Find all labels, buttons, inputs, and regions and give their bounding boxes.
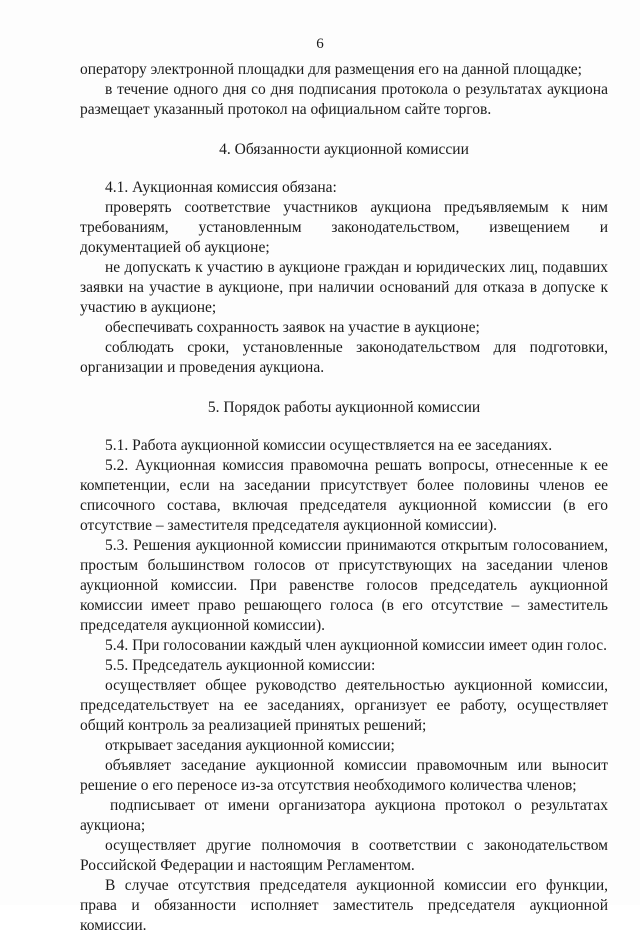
paragraph: 5.4. При голосовании каждый член аукционной комиссии имеет один голос. [105,637,608,654]
page-number: 6 [316,36,324,52]
paragraph: открывает заседания аукционной комиссии; [105,737,395,754]
paragraph: осуществляет другие полномочия в соответствии с законодательством Российской Федерации и настоящим Регламентом. [80,837,608,874]
section-4-title: 4. Обязанности аукционной комиссии [219,141,469,158]
paragraph: 4.1. Аукционная комиссия обязана: [105,179,337,196]
paragraph: в течение одного дня со дня подписания протокола о результатах аукциона размещает указанный протокол на официальном сайте торгов. [80,81,608,118]
paragraph: проверять соответствие участников аукциона предъявляемым к ним требованиям, установленным законодательством, извещением и документацией об аукционе; [80,199,608,256]
paragraph: обеспечивать сохранность заявок на участие в аукционе; [105,319,480,336]
section-5-title: 5. Порядок работы аукционной комиссии [207,399,481,416]
document-body [80,60,608,936]
paragraph: 5.1. Работа аукционной комиссии осуществляется на ее заседаниях. [105,437,553,454]
paragraph: В случае отсутствия председателя аукционной комиссии его функции, права и обязанности исполняет заместитель председателя аукционной комиссии. [80,877,608,934]
paragraph: 5.2. Аукционная комиссия правомочна решать вопросы, отнесенные к ее компетенции, если на заседании присутствует более половины членов ее списочного состава, включая председателя аукционной комиссии (в его отсутствие – заместителя председателя аукционной комиссии). [80,457,608,534]
paragraph: 5.3. Решения аукционной комиссии принимаются открытым голосованием, простым большинством голосов от присутствующих на заседании членов аукционной комиссии. При равенстве голосов председатель аукционной комиссии имеет право решающего голоса (в его отсутствие – заместитель председателя аукционной комиссии). [80,537,608,634]
paragraph: 5.5. Председатель аукционной комиссии: [105,657,376,674]
paragraph: объявляет заседание аукционной комиссии правомочным или выносит решение о его переносе из-за отсутствия необходимого количества членов; [80,757,608,794]
paragraph: осуществляет общее руководство деятельностью аукционной комиссии, председательствует на ее заседаниях, организует ее работу, осуществляет общий контроль за реализацией принятых решений; [80,677,608,734]
paragraph: оператору электронной площадки для размещения его на данной площадке; [80,61,582,78]
paragraph: подписывает от имени организатора аукциона протокол о результатах аукциона; [80,797,608,834]
paragraph: не допускать к участию в аукционе граждан и юридических лиц, подавших заявки на участие в аукционе, при наличии оснований для отказа в допуске к участию в аукционе; [80,259,608,316]
paragraph: соблюдать сроки, установленные законодательством для подготовки, организации и проведения аукциона. [80,339,608,376]
